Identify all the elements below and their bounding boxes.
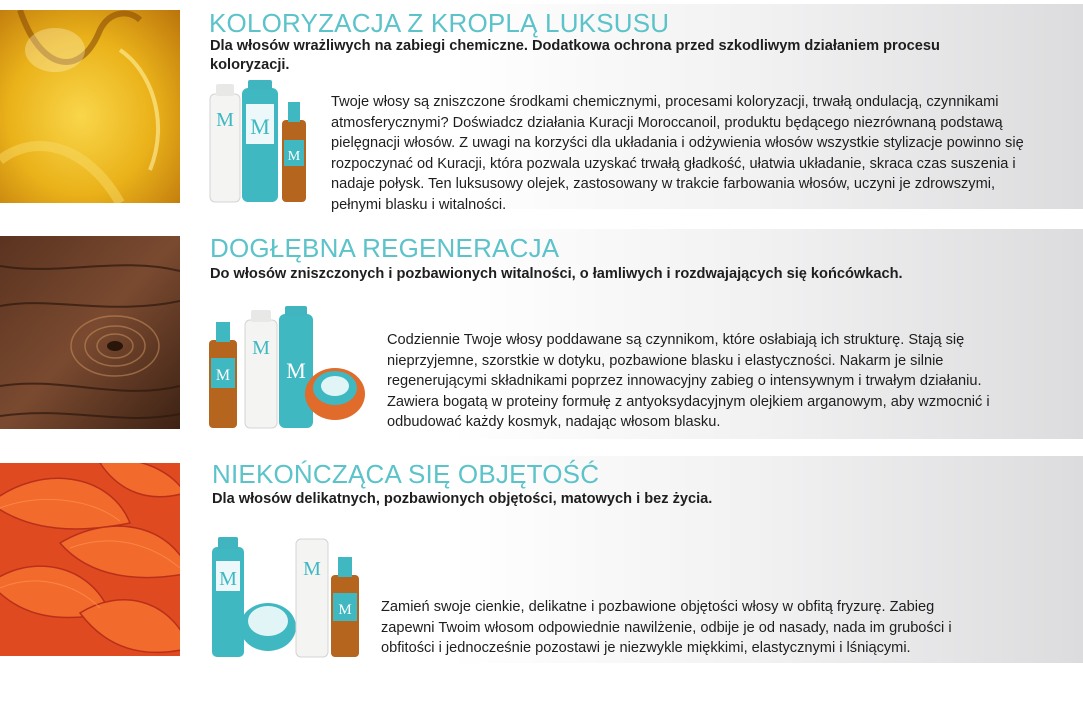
svg-text:M: M (286, 358, 306, 383)
product-group-coloration (208, 80, 308, 210)
section-subtitle-volume: Dla włosów delikatnych, pozbawionych objętości, matowych i bez życia. (212, 491, 713, 507)
svg-text:M: M (303, 558, 321, 580)
golden-oil-image (0, 10, 180, 203)
svg-text:M: M (250, 114, 270, 139)
section-body-volume: Zamień swoje cienkie, delikatne i pozbawione objętości włosy w obfitą fryzurę. Zabieg zapewni Twoim włosom odpowiednie nawilżenie, odbije je od nasady, nada im grubości i obfitości i jednocześnie pozostawi je niezwykle miękkimi, elastycznymi i lśniącymi. (381, 599, 952, 656)
svg-text:M: M (215, 367, 231, 384)
svg-text:M: M (219, 568, 237, 590)
section-title-coloration: KOLORYZACJA Z KROPLĄ LUKSUSU (209, 8, 670, 38)
section-title-volume: NIEKOŃCZĄCA SIĘ OBJĘTOŚĆ (212, 459, 600, 489)
svg-text:M: M (252, 337, 270, 359)
red-petals-image (0, 463, 180, 656)
product-group-volume (210, 535, 362, 664)
svg-text:M: M (216, 109, 234, 131)
product-group-regeneration (207, 306, 367, 435)
section-subtitle-coloration: Dla włosów wrażliwych na zabiegi chemiczne. Dodatkowa ochrona przed szkodliwym działaniem procesu koloryzacji. (210, 38, 940, 73)
section-title-regeneration: DOGŁĘBNA REGENERACJA (210, 233, 560, 263)
wood-grain-image (0, 236, 180, 429)
svg-text:M: M (338, 602, 352, 618)
svg-text:M: M (287, 149, 301, 164)
section-body-regeneration: Codziennie Twoje włosy poddawane są czynnikom, które osłabiają ich strukturę. Stają się nieprzyjemne, szorstkie w dotyku, pozbawione blasku i elastyczności. Nakarm je silnie regenerującymi składnikami poprzez innowacyjny zabieg o intensywnym i trwałym działaniu. Zawiera bogatą w proteiny formułę z antyoksydacyjnym olejkiem arganowym, aby wzmocnić i odbudować każdy kosmyk, nadając włosom blasku. (387, 332, 990, 430)
section-subtitle-regeneration: Do włosów zniszczonych i pozbawionych witalności, o łamliwych i rozdwajających się końcówkach. (210, 266, 903, 282)
section-body-coloration: Twoje włosy są zniszczone środkami chemicznymi, procesami koloryzacji, trwałą ondulacją, czynnikami atmosferycznymi? Doświadcz działania Kuracji Moroccanoil, produktu będącego niezrównaną podstawą pielęgnacji włosów. Z uwagi na korzyści dla układania i odżywienia włosów wszystkie stylizacje powinno się rozpoczynać od Kuracji, która pozwala uzyskać trwałą gładkość, ułatwia układanie, skraca czas suszenia i nadaje połysk. Ten luksusowy olejek, zastosowany w trakcie farbowania włosów, uczyni je zdrowszymi, pełnymi blasku i witalności. (331, 94, 1024, 213)
